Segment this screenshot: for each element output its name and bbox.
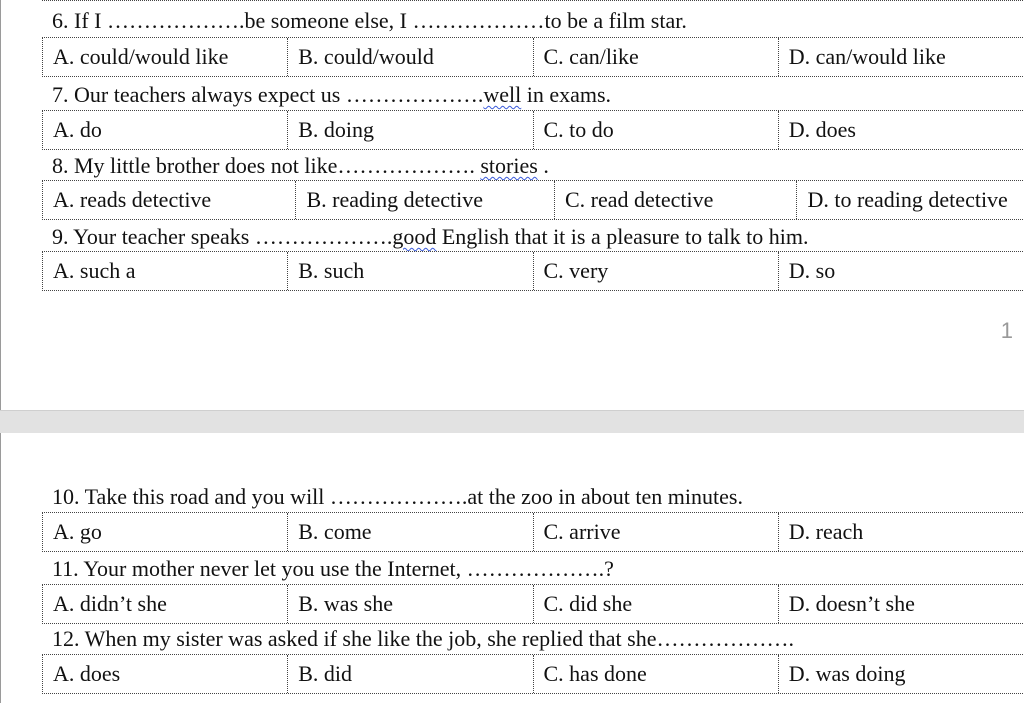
q7-option-b[interactable]: B. doing: [288, 111, 533, 149]
page-number: 1: [1000, 318, 1013, 343]
q11-option-b[interactable]: B. was she: [288, 585, 533, 623]
q12-option-b[interactable]: B. did: [288, 655, 533, 693]
q7-option-c[interactable]: C. to do: [534, 111, 779, 149]
q7-word-flagged: well: [483, 82, 522, 107]
q8-option-c[interactable]: C. read detective: [555, 181, 798, 219]
q7-text-1: 7. Our teachers always expect us: [52, 82, 346, 107]
q12-option-c[interactable]: C. has done: [534, 655, 779, 693]
q7-options-row: [42, 110, 1024, 150]
q9-options-row: [42, 251, 1024, 291]
q8-text-1: 8. My little brother does not like: [52, 153, 338, 178]
q8-option-d[interactable]: D. to reading detective: [807, 187, 1008, 212]
q12-blank: ……………….: [656, 626, 794, 651]
q9-text-2: English that it is a pleasure to talk to him.: [436, 224, 809, 249]
q8-text-2: .: [537, 153, 549, 178]
q10-option-c[interactable]: C. arrive: [534, 513, 779, 551]
q6-blank-2: ………………: [412, 8, 545, 33]
q9-option-c[interactable]: C. very: [534, 252, 779, 290]
q6-option-c[interactable]: C. can/like: [534, 38, 779, 76]
q10-option-b[interactable]: B. come: [288, 513, 533, 551]
q11-text-1: 11. Your mother never let you use the Internet,: [52, 556, 467, 581]
q10-blank: ……………….: [329, 484, 468, 509]
q9-blank: ……………….: [254, 224, 393, 249]
q12-options-row: [42, 654, 1024, 694]
q10-options-row: [42, 512, 1024, 552]
q8-option-a[interactable]: A. reads detective: [43, 181, 296, 219]
q12-text-1: 12. When my sister was asked if she like the job, she replied that she: [52, 626, 657, 651]
q11-text-2: ?: [604, 556, 614, 581]
q6-option-d[interactable]: D. can/would like: [788, 44, 946, 69]
q8-blank: ……………….: [337, 153, 481, 178]
q7-blank: ……………….: [345, 82, 484, 107]
q10-text-1: 10. Take this road and you will: [52, 484, 330, 509]
question-8: [52, 153, 549, 179]
q10-text-2: at the zoo in about ten minutes.: [467, 484, 743, 509]
q11-options-row: [42, 584, 1024, 624]
q8-word-flagged: stories: [480, 153, 538, 178]
q8-options-row: [42, 180, 1024, 220]
table-top-border: [42, 0, 1024, 1]
question-9: [52, 224, 808, 250]
q9-text-1: 9. Your teacher speaks: [52, 224, 255, 249]
document-page-2: [0, 433, 1024, 703]
page-break-gap: [0, 410, 1024, 434]
q7-option-d[interactable]: D. does: [788, 117, 856, 142]
q7-text-2: in exams.: [521, 82, 612, 107]
q11-option-c[interactable]: C. did she: [534, 585, 779, 623]
question-10: [52, 484, 743, 510]
q11-blank: ……………….: [466, 556, 605, 581]
q8-option-b[interactable]: B. reading detective: [296, 181, 554, 219]
q6-blank-1: ……………….: [106, 8, 245, 33]
q6-option-b[interactable]: B. could/would: [288, 38, 533, 76]
q11-option-a[interactable]: A. didn’t she: [43, 585, 288, 623]
q7-option-a[interactable]: A. do: [43, 111, 288, 149]
question-7: [52, 82, 611, 108]
q9-option-a[interactable]: A. such a: [43, 252, 288, 290]
q6-options-row: [42, 37, 1024, 77]
question-11: [52, 556, 614, 582]
q11-option-d[interactable]: D. doesn’t she: [788, 591, 915, 616]
q12-option-d[interactable]: D. was doing: [788, 661, 906, 686]
q9-option-d[interactable]: D. so: [788, 258, 836, 283]
q10-option-a[interactable]: A. go: [43, 513, 288, 551]
q6-text-2: be someone else, I: [244, 8, 413, 33]
q6-option-a[interactable]: A. could/would like: [43, 38, 288, 76]
question-6: [52, 8, 687, 34]
question-12: [52, 626, 794, 652]
q9-option-b[interactable]: B. such: [288, 252, 533, 290]
q6-text-3: to be a film star.: [544, 8, 687, 33]
q12-option-a[interactable]: A. does: [43, 655, 288, 693]
q9-word-flagged: good: [392, 224, 437, 249]
q6-text-1: 6. If I: [52, 8, 107, 33]
q10-option-d[interactable]: D. reach: [788, 519, 864, 544]
